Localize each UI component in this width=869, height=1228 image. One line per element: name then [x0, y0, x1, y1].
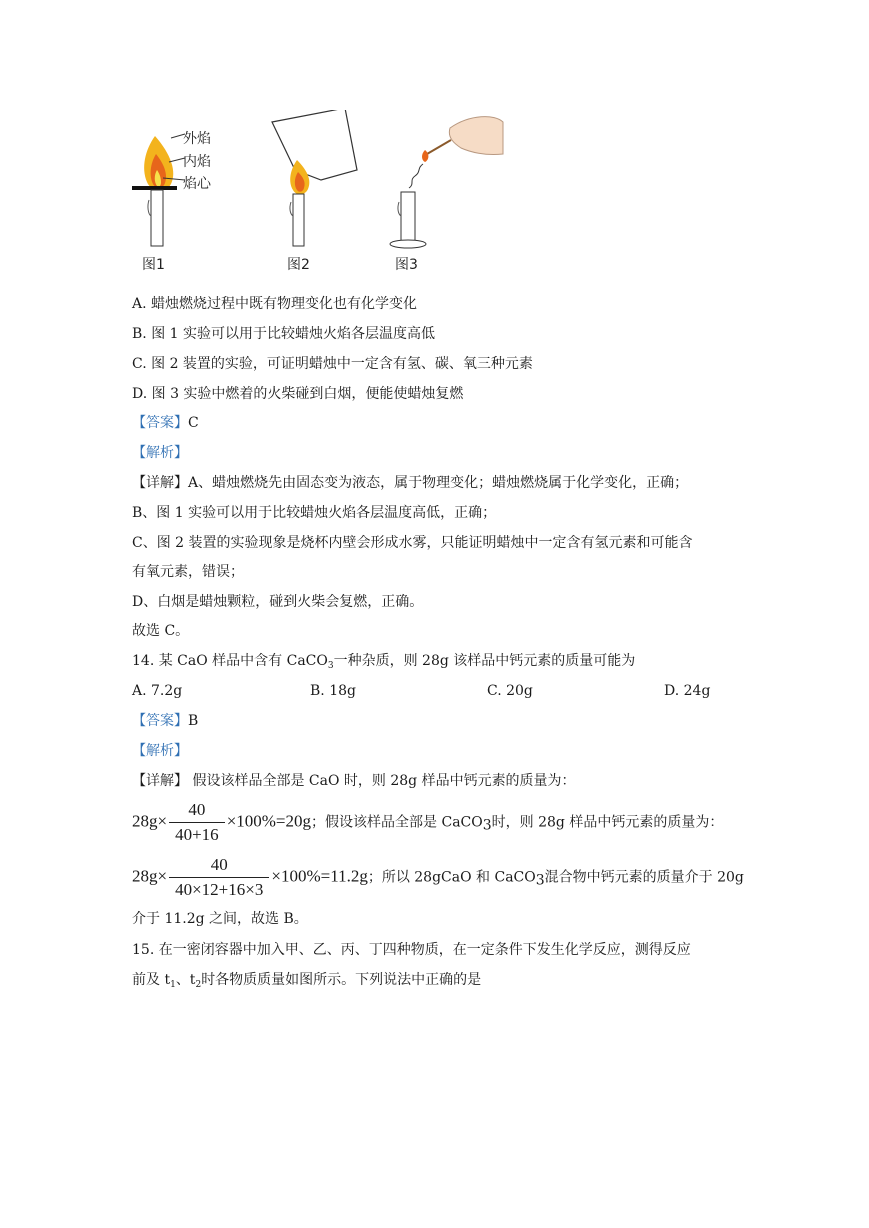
q14-option-b: B. 18g — [310, 683, 356, 699]
q14-option-a: A. 7.2g — [132, 683, 183, 699]
figure-3-caption: 图3 — [395, 257, 418, 273]
formula-tail: ；所以 28gCaO 和 CaCO — [367, 869, 536, 886]
fraction-numerator: 40 — [210, 855, 228, 874]
figure-1-candle — [132, 134, 185, 246]
formula-suffix: ×100%=20g — [226, 811, 312, 831]
formula-tail-end: 时，则 28g 样品中钙元素的质量为： — [491, 814, 724, 831]
q13-option-a: A. 蜡烛燃烧过程中既有物理变化也有化学变化 — [132, 296, 418, 312]
answer-tag: 【答案】 — [132, 415, 188, 431]
fraction-denominator: 40×12+16×3 — [169, 877, 269, 900]
formula-tail-sub: 3 — [535, 872, 545, 889]
inner-flame-label: 内焰 — [183, 154, 211, 170]
q14-option-c: C. 20g — [487, 683, 533, 699]
detail-text: 假设该样品全部是 CaO 时，则 28g 样品中钙元素的质量为： — [188, 773, 576, 789]
detail-tag: 【详解】 — [132, 475, 188, 491]
candle-figures — [125, 110, 515, 278]
q14-formula-1 — [132, 800, 723, 845]
q13-detail-line-3: C、图 2 装置的实验现象是烧杯内壁会形成水雾，只能证明蜡烛中一定含有氢元素和可能含 — [132, 535, 693, 551]
fraction-numerator: 40 — [188, 800, 206, 819]
detail-text: A、蜡烛燃烧先由固态变为液态，属于物理变化；蜡烛燃烧属于化学变化，正确； — [188, 475, 689, 491]
formula-prefix: 28g× — [132, 866, 168, 886]
answer-value: C — [188, 415, 199, 431]
formula-suffix: ×100%=11.2g — [271, 866, 368, 886]
q14-stem — [132, 651, 635, 671]
answer-tag: 【答案】 — [132, 713, 188, 729]
outer-flame-label: 外焰 — [183, 131, 211, 147]
q14-analysis-tag: 【解析】 — [132, 743, 188, 759]
q14-stem-sub: 3 — [327, 661, 334, 671]
q13-answer — [132, 413, 199, 433]
figure-2-candle-beaker — [272, 110, 357, 246]
fraction-denominator: 40+16 — [169, 822, 225, 845]
formula-tail: ；假设该样品全部是 CaCO — [311, 814, 483, 831]
q13-option-c: C. 图 2 装置的实验，可证明蜡烛中一定含有氢、碳、氧三种元素 — [132, 356, 533, 372]
q13-option-d: D. 图 3 实验中燃着的火柴碰到白烟，便能使蜡烛复燃 — [132, 386, 464, 402]
q15-text-b: 、t — [175, 972, 196, 988]
figure-3-match-smoke — [390, 117, 503, 248]
q15-sub-1: 1 — [170, 980, 176, 990]
q14-option-d: D. 24g — [664, 683, 711, 699]
answer-value: B — [188, 713, 199, 729]
flame-core-label: 焰心 — [183, 176, 211, 192]
q13-detail-line-1 — [132, 473, 688, 493]
q14-stem-prefix: 14. 某 CaO 样品中含有 CaCO — [132, 653, 328, 669]
fraction — [169, 855, 269, 900]
q15-text-a: 前及 t — [132, 972, 171, 988]
q13-detail-line-5: D、白烟是蜡烛颗粒，碰到火柴会复燃，正确。 — [132, 594, 424, 610]
q14-formula-2 — [132, 855, 744, 900]
q14-conclusion: 介于 11.2g 之间，故选 B。 — [132, 911, 308, 927]
q13-analysis-tag: 【解析】 — [132, 445, 188, 461]
q13-option-b: B. 图 1 实验可以用于比较蜡烛火焰各层温度高低 — [132, 326, 435, 342]
figure-1-caption: 图1 — [142, 257, 165, 273]
q15-sub-2: 2 — [195, 980, 202, 990]
formula-tail-end: 混合物中钙元素的质量介于 20g — [544, 869, 744, 886]
detail-tag: 【详解】 — [132, 773, 188, 789]
q14-answer — [132, 711, 198, 731]
q15-stem-line-2 — [132, 970, 481, 990]
figure-2-caption: 图2 — [287, 257, 310, 273]
q13-detail-line-2: B、图 1 实验可以用于比较蜡烛火焰各层温度高低，正确； — [132, 505, 497, 521]
q15-stem-line-1: 15. 在一密闭容器中加入甲、乙、丙、丁四种物质，在一定条件下发生化学反应，测得反应 — [132, 942, 691, 958]
formula-prefix: 28g× — [132, 811, 168, 831]
q14-detail — [132, 771, 576, 791]
fraction — [169, 800, 225, 845]
formula-tail-sub: 3 — [482, 817, 492, 834]
q14-stem-suffix: 一种杂质，则 28g 该样品中钙元素的质量可能为 — [333, 653, 636, 669]
q13-conclusion: 故选 C。 — [132, 623, 190, 639]
q15-text-c: 时各物质质量如图所示。下列说法中正确的是 — [201, 972, 482, 988]
q13-detail-line-4: 有氧元素，错误； — [132, 564, 244, 580]
